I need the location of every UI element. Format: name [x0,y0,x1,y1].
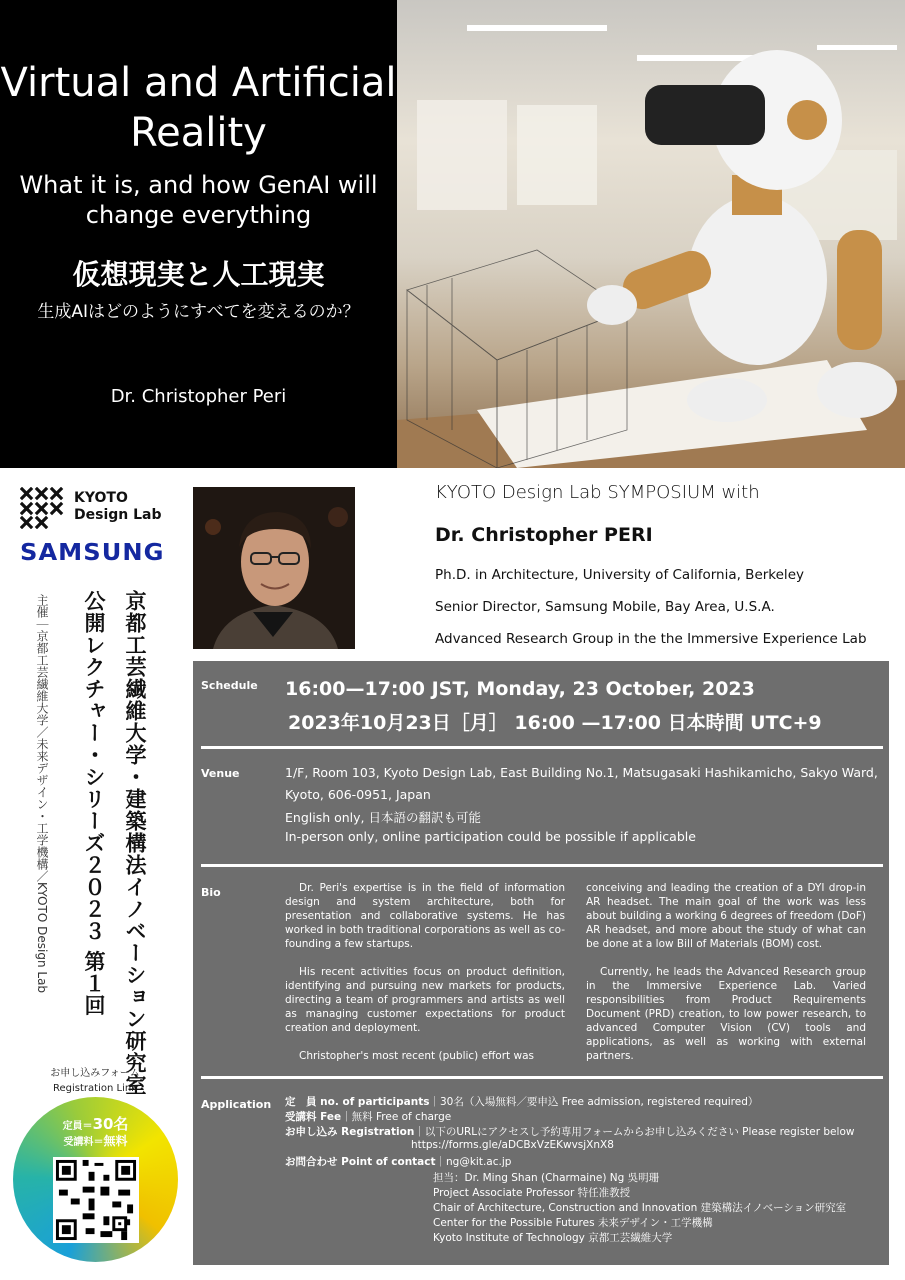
divider [201,864,883,867]
bio-paragraph: Dr. Peri's expertise is in the field of information design and system architecture, both for presentation and collaborative systems. He has worked in both traditional corporations as well as co-founding a few startups. [285,882,565,950]
speaker-portrait [193,487,355,649]
capacity-value: 30名 [92,1115,129,1133]
participants-value: ｜30名（入場無料／要申込 Free admission, registered required） [429,1096,759,1108]
registration-qr-code[interactable] [53,1157,139,1243]
contact-email[interactable]: ｜ng@kit.ac.jp [435,1156,512,1168]
kyoto-logo-mark-icon [20,487,64,529]
contact-person: 担当：Dr. Ming Shan (Charmaine) Ng 吳明珊 [433,1172,660,1184]
divider [201,1076,883,1079]
application-label: Application [201,1098,272,1111]
registration-label [20,1066,170,1096]
fee-row-label: 受講料 Fee [285,1111,342,1123]
bio-paragraph: Christopher's most recent (public) effort was [299,1050,534,1062]
bio-column-left [285,881,565,1077]
speaker-photo [193,487,355,649]
vertical-series-title: 公開レクチャー・シリーズ２０２３ 第１回 [82,590,106,1017]
registration-badge [13,1097,178,1262]
hero-title-panel [0,0,397,468]
kyoto-design-lab-logo [20,487,180,532]
contact-row [285,1154,511,1169]
contact-institute: Kyoto Institute of Technology 京都工芸繊維大学 [433,1232,673,1244]
registration-row-label: お申し込み Registration [285,1126,415,1138]
schedule-en: 16:00—17:00 JST, Monday, 23 October, 2023 [285,678,755,700]
venue-address-2: Kyoto, 606-0951, Japan [285,787,431,802]
participants-row [285,1094,758,1109]
hero-title: Virtual and Artificial Reality [0,60,397,156]
credential-samsung: Senior Director, Samsung Mobile, Bay Area, U.S.A. [435,599,775,615]
vertical-organizer: 主催｜京都工芸繊維大学／未来デザイン・工学機構／KYOTO Design Lab [35,594,49,994]
credential-phd: Ph.D. in Architecture, University of California, Berkeley [435,567,804,583]
bio-paragraph: conceiving and leading the creation of a DYI drop-in AR headset. The main goal of the work was less about building a working 6 degrees of freedom (DoF) AR headset, and more about the study of what can be done at a low Bill of Materials (BOM) cost. [586,882,866,950]
schedule-jp: 2023年10月23日［月］ 16:00 —17:00 日本時間 UTC+9 [288,712,822,734]
bio-paragraph: His recent activities focus on product definition, identifying and pursuing new markets for products, directing a team of programmers and artists as well as managing customer expectations for product creation and deployment. [285,966,565,1034]
hero-speaker: Dr. Christopher Peri [110,386,287,407]
venue-language: English only, 日本語の翻訳も可能 [285,810,481,825]
kyoto-logo-line1: KYOTO [74,490,128,506]
hero-title-jp: 仮想現実と人工現実 [72,258,325,291]
capacity-label: 定員＝ [62,1121,93,1132]
kyoto-logo-line2: Design Lab [74,507,162,523]
fee-row [285,1109,451,1124]
registration-label-en: Registration Link [53,1083,137,1094]
fee-value: 無料 [103,1134,128,1148]
venue-address-1: 1/F, Room 103, Kyoto Design Lab, East Building No.1, Matsugasaki Hashikamicho, Sakyo Ward, [285,765,878,780]
symposium-title: KYOTO Design Lab SYMPOSIUM with [435,482,760,503]
fee-label: 受講料＝ [63,1137,104,1148]
registration-url[interactable]: https://forms.gle/aDCBxVzEKwvsjXnX8 [411,1139,614,1151]
participants-label: 定 員 no. of participants [285,1096,430,1108]
contact-label: お問合わせ Point of contact [285,1156,436,1168]
bio-paragraph: Currently, he leads the Advanced Research group in the Immersive Experience Lab. Varied responsibilities from Product Requirements Document (PRD) creation, to low power research, to advanced Computer Vision (CV) tools and applications, as well as working with external partners. [586,966,866,1062]
venue-participation: In-person only, online participation could be possible if applicable [285,829,696,844]
contact-chair: Chair of Architecture, Construction and Innovation 建築構法イノベーション研究室 [433,1202,847,1214]
speaker-name: Dr. Christopher PERI [435,524,653,546]
qr-code-icon [53,1157,139,1243]
event-details-panel [193,661,889,1265]
schedule-label: Schedule [201,679,258,692]
divider [201,746,883,749]
bio-label: Bio [201,886,221,899]
hero-subtitle-jp: 生成AIはどのようにすべてを変えるのか？ [37,302,360,322]
registration-row-value: ｜以下のURLにアクセスし予約専用フォームからお申し込みください Please register below [414,1126,855,1138]
robot-illustration [397,0,905,468]
vertical-lab-title: 京都工芸繊維大学・建築構法イノベーション研究室 [123,590,147,1096]
venue-label: Venue [201,767,240,780]
bio-column-right [586,881,866,1077]
registration-label-jp: お申し込みフォーム [50,1068,140,1079]
registration-caption [13,1117,178,1150]
robot-vr-image [397,0,905,468]
contact-center: Center for the Possible Futures 未来デザイン・工学機構 [433,1217,713,1229]
contact-title: Project Associate Professor 特任准教授 [433,1187,631,1199]
hero-subtitle: What it is, and how GenAI will change everything [19,171,378,229]
samsung-logo: SAMSUNG [20,540,165,566]
registration-row [285,1124,854,1139]
fee-row-value: ｜無料 Free of charge [341,1111,452,1123]
credential-lab: Advanced Research Group in the the Immersive Experience Lab [435,631,867,647]
